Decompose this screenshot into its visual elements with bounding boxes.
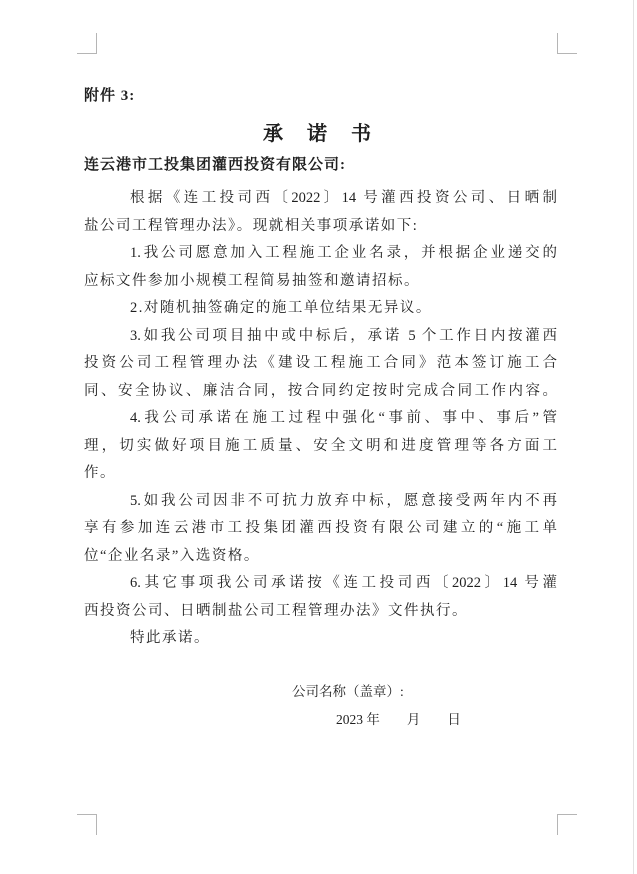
body-line: 特此承诺。	[130, 630, 210, 646]
signature-company-label: 公司名称（盖章）:	[292, 684, 404, 699]
crop-mark-bottom-left	[77, 814, 97, 835]
body-line: 享有参加连云港市工投集团灌西投资有限公司建立的“施工单	[84, 520, 557, 536]
signature-date-line: 2023 年 月 日	[336, 711, 461, 727]
document-title: 承 诺 书	[263, 123, 378, 145]
body-line: 根据《连工投司西〔2022〕14 号灌西投资公司、日晒制	[130, 190, 557, 206]
body-line: 2.对随机抽签确定的施工单位结果无异议。	[130, 300, 432, 316]
body-line: 应标文件参加小规模工程简易抽签和邀请招标。	[84, 272, 420, 289]
attachment-label: 附件 3:	[84, 88, 136, 104]
document-content	[84, 0, 557, 733]
crop-mark-bottom-right	[557, 814, 577, 835]
crop-mark-top-right	[557, 33, 577, 54]
window-edge-divider	[633, 0, 634, 874]
body-line: 1.我公司愿意加入工程施工企业名录，并根据企业递交的	[130, 245, 557, 261]
body-line: 6.其它事项我公司承诺按《连工投司西〔2022〕14 号灌	[130, 575, 557, 591]
body-line: 5.如我公司因非不可抗力放弃中标，愿意接受两年内不再	[130, 492, 557, 509]
body-line: 同、安全协议、廉洁合同，按合同约定按时完成合同工作内容。	[84, 382, 557, 399]
body-line: 理，切实做好项目施工质量、安全文明和进度管理等各方面工	[84, 437, 557, 454]
body-line: 西投资公司、日晒制盐公司工程管理办法》文件执行。	[84, 602, 468, 619]
document-body	[84, 185, 557, 653]
body-line: 投资公司工程管理办法《建设工程施工合同》范本签订施工合	[84, 355, 557, 371]
body-line: 盐公司工程管理办法》。现就相关事项承诺如下:	[84, 217, 419, 234]
body-line: 作。	[84, 465, 116, 481]
body-line: 3.如我公司项目抽中或中标后，承诺 5 个工作日内按灌西	[130, 327, 557, 344]
body-line: 4.我公司承诺在施工过程中强化“事前、事中、事后”管	[130, 410, 557, 426]
addressee-line: 连云港市工投集团灌西投资有限公司:	[84, 157, 346, 173]
body-line: 位“企业名录”入选资格。	[84, 547, 260, 564]
